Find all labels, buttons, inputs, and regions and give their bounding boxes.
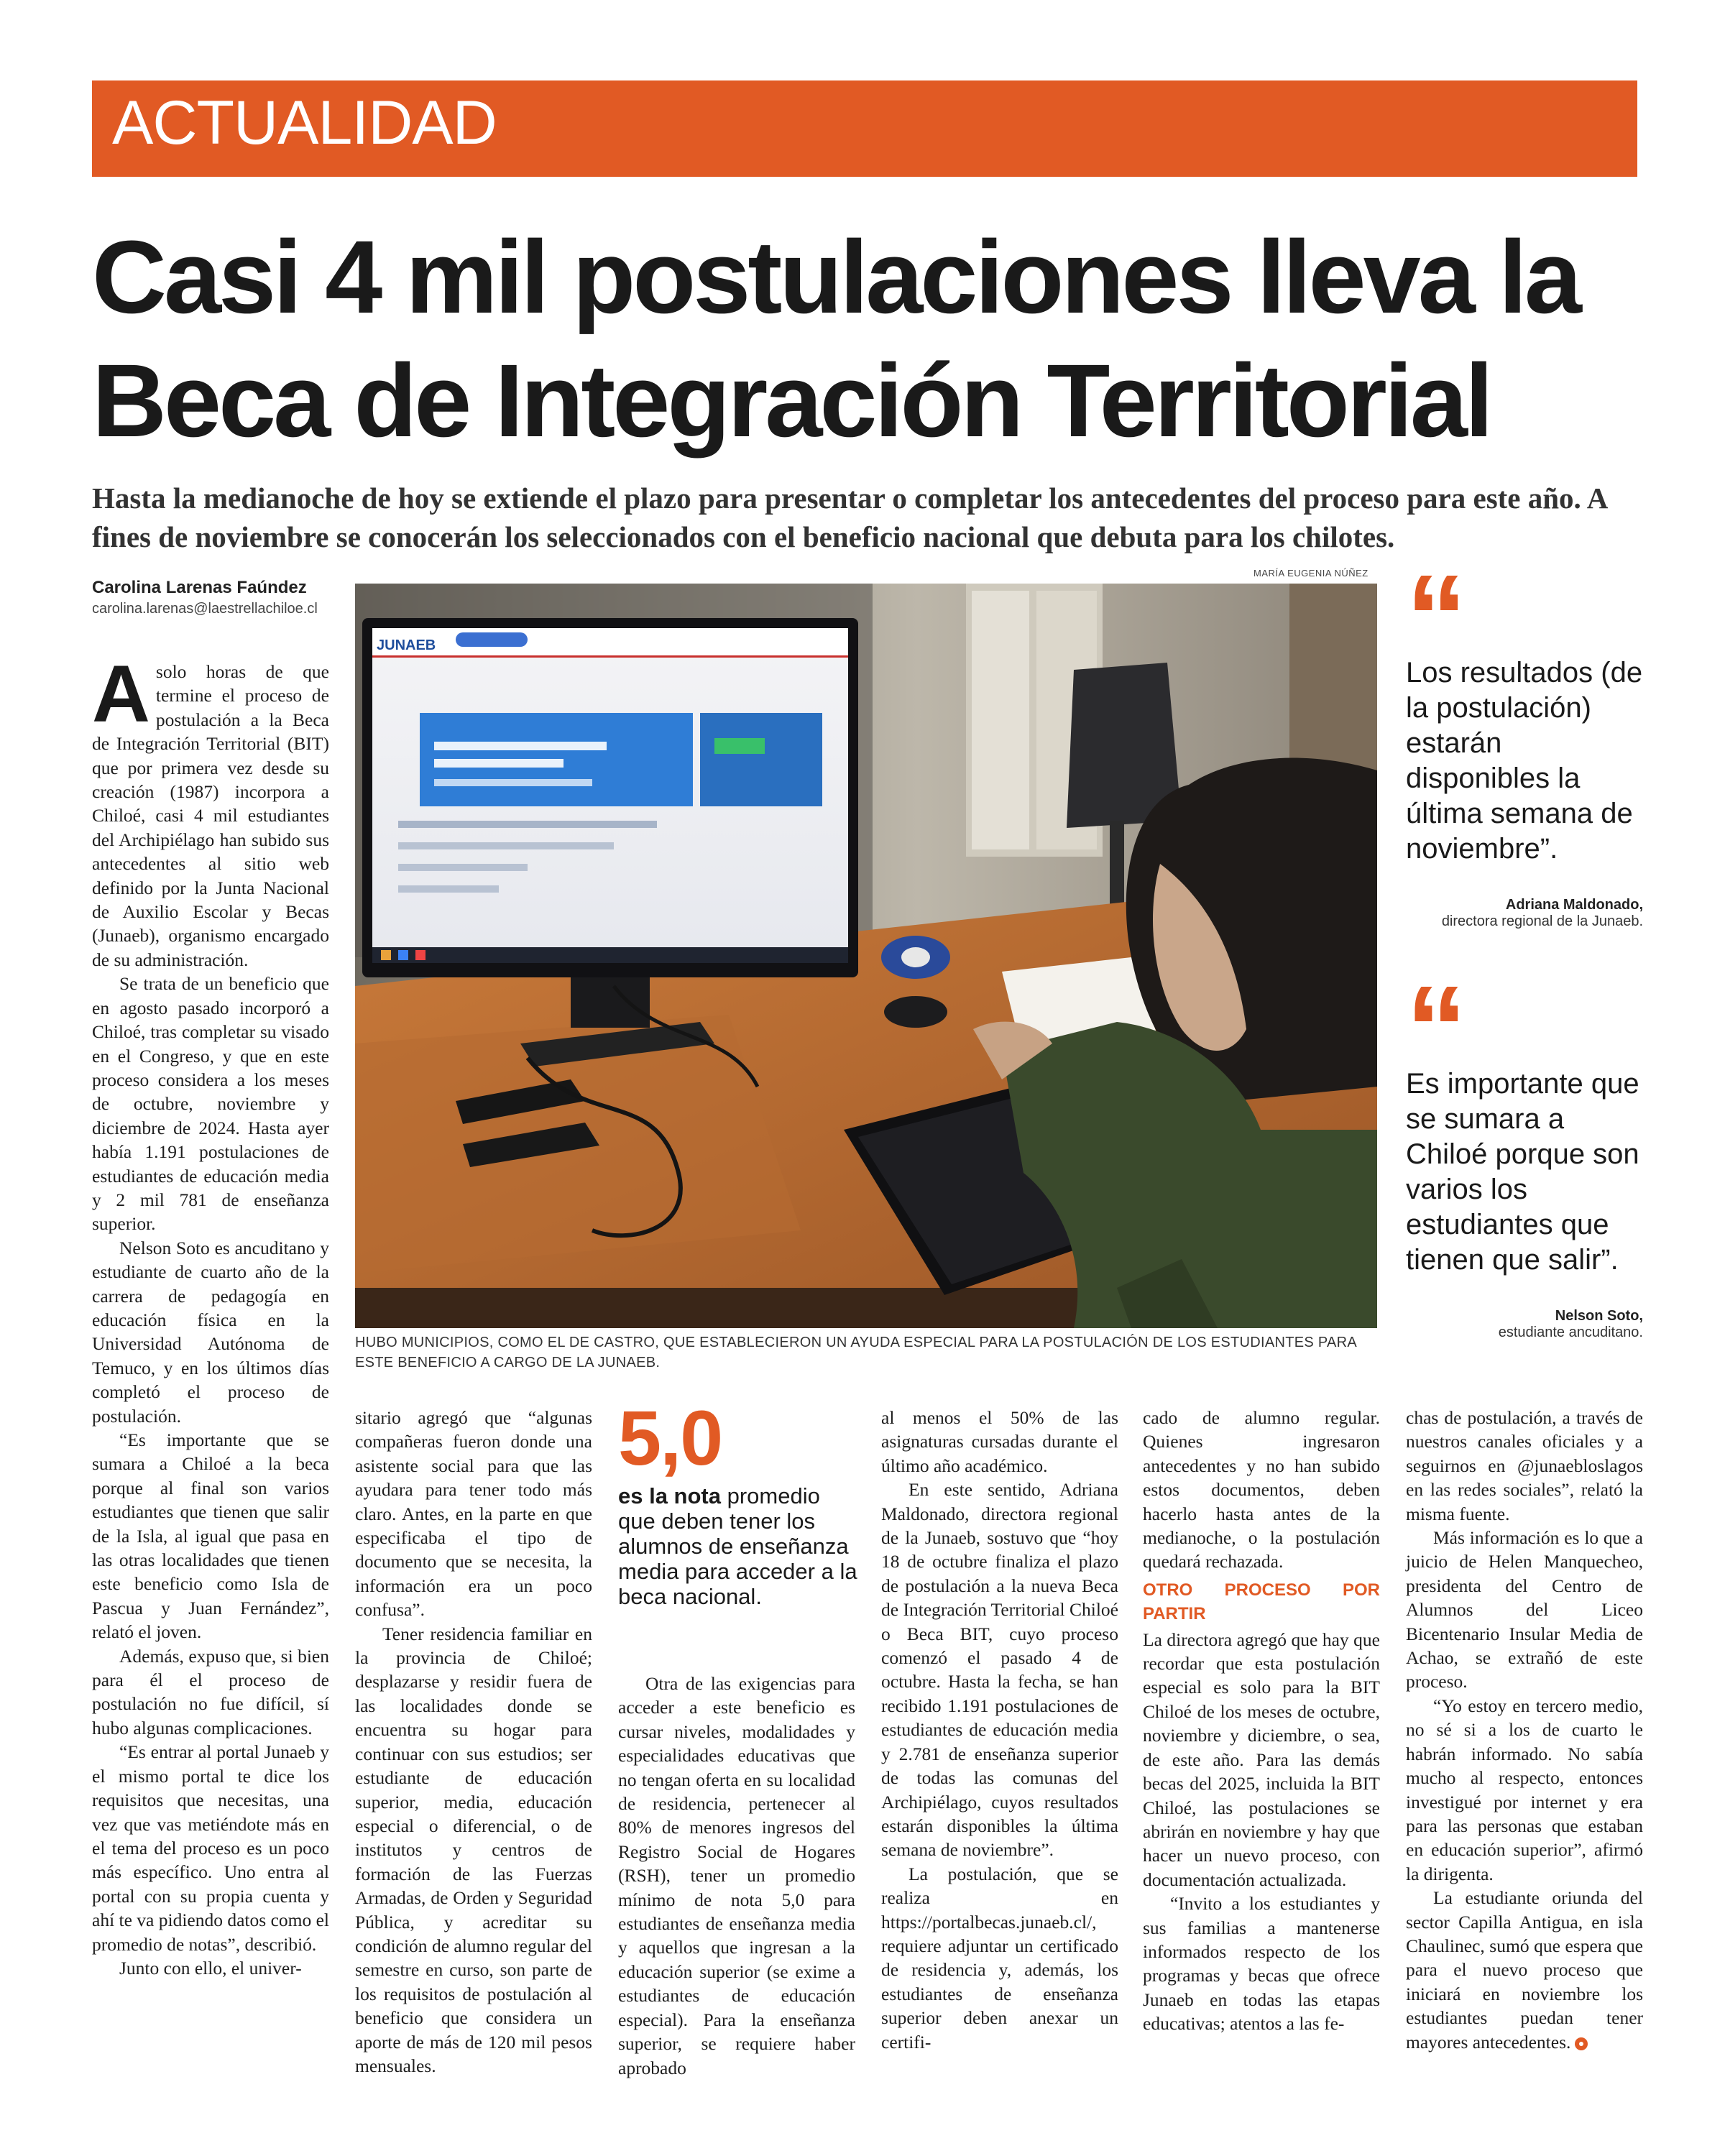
pull-quote-1: [1406, 550, 1643, 867]
body-paragraph: “Invito a los estudiantes y sus familias a mantenerse informados respecto de los programas y becas que ofrece Junaeb en todas las etapas educativas; atentos a las fe-: [1143, 1893, 1380, 2035]
body-column-5: [1143, 1406, 1380, 2036]
byline-email: carolina.larenas@laestrellachiloe.cl: [92, 601, 318, 617]
quote-mark-icon: “: [1406, 550, 1457, 686]
body-paragraph: “Yo estoy en tercero medio, no sé si a los de cuarto le habrán informado. No sabía mucho al respecto, entonces investigué por internet y era para las personas que estaban en educación superior”, afirmó la dirigenta.: [1406, 1695, 1643, 1884]
body-paragraph: Tener residencia familiar en la provincia de Chiloé; desplazarse y residir fuera de las localidades donde se encuentra su hogar para continuar con sus estudios; ser estudiante de educación superior, media, educación especial o diferencial, o de institutos y centros de formación de las Fuerzas Armadas, de Orden y Seguridad Pública, y acreditar su condición de alumno regular del semestre en curso, son parte de los requisitos de postulación al beneficio que considera un aporte de más de 120 mil pesos mensuales.: [355, 1623, 592, 2076]
body-paragraph: Otra de las exigencias para acceder a este beneficio es cursar niveles, modalidades y especialidades educativas que no tengan oferta en su localidad de residencia, pertenecer al 80% de menores ingresos del Registro Social de Hogares (RSH), tener un promedio mínimo de nota 5,0 para estudiantes de enseñanza media y aquellos que ingresan a la educación superior (se exime a estudiantes de educación especial). Para la enseñanza superior, se requiere haber aprobado: [618, 1673, 855, 2078]
pull-quote-2: [1406, 961, 1643, 1278]
body-column-3: [618, 1672, 855, 2080]
stat-text: es la nota promedio que deben tener los alumnos de enseñanza media para acceder a la beca nacional.: [618, 1483, 857, 1609]
body-paragraph: Junto con ello, el univer-: [119, 1957, 302, 1978]
body-paragraph: cado de alumno regular. Quienes ingresaron antecedentes y no han subido estos documentos, deben hacerlo hasta antes de la medianoche, o la postulación quedará rechazada.: [1143, 1407, 1380, 1572]
body-paragraph: al menos el 50% de las asignaturas cursadas durante el último año académico.: [881, 1407, 1118, 1476]
body-paragraph: “Es entrar al portal Junaeb y el mismo portal te dice los requisitos que necesitas, una vez que vas metiéndote más en el tema del proceso es un poco más específico. Uno entra al portal con su propia cuenta y ahí te va pidiendo datos como el promedio de notas”, describió.: [92, 1741, 329, 1955]
body-paragraph: Más información es lo que a juicio de Helen Manquecheo, presidenta del Centro de Alumnos del Liceo Bicentenario Insular Media de Achao, se extrañó de este proceso.: [1406, 1527, 1643, 1692]
quote-author: Nelson Soto,: [1555, 1308, 1643, 1324]
body-paragraph: Nelson Soto es ancuditano y estudiante de cuarto año de la carrera de pedagogía en educación física en la Universidad Autónoma de Temuco, y en los últimos días completó el proceso de postulación.: [92, 1237, 329, 1427]
pull-quote-1-attribution: [1222, 897, 1643, 930]
body-column-2: [355, 1406, 592, 2078]
quote-author: Adriana Maldonado,: [1505, 897, 1643, 913]
screen-logo: JUNAEB: [377, 637, 436, 653]
article-photo: [355, 584, 1377, 1328]
quote-role: estudiante ancuditano.: [1498, 1325, 1643, 1340]
drop-cap: A: [92, 649, 150, 739]
body-paragraph: La estudiante oriunda del sector Capilla Antigua, en isla Chaulinec, sumó que espera que para el nuevo proceso que iniciará en noviembre los estudiantes puedan tener mayores antecedentes.: [1406, 1887, 1643, 2053]
headline: [92, 216, 1644, 463]
body-column-4: [881, 1406, 1118, 2054]
section-label: ACTUALIDAD: [112, 88, 497, 157]
body-paragraph: “Es importante que se sumara a Chiloé a la beca porque al final son varios estudiantes que tienen que salir de la Isla, al igual que pasa en las otras localidades que tienen este beneficio como Isla de Pascua y Juan Fernández”, relató el joven.: [92, 1429, 329, 1643]
body-paragraph: sitario agregó que “algunas compañeras fueron donde una asistente social para que las ayudara para tener todo más claro. Antes, en la parte en que especificaba el tipo de documento que se necesita, la información era un poco confusa”.: [355, 1407, 592, 1621]
stat-box: [618, 1394, 860, 1609]
body-column-1: [92, 649, 329, 1980]
pull-quote-text: Es importante que se sumara a Chiloé porque son varios los estudiantes que tienen que salir”.: [1406, 1068, 1639, 1276]
headline-line-1: Casi 4 mil postulaciones lleva la: [92, 219, 1579, 335]
body-paragraph: Se trata de un beneficio que en agosto pasado incorporó a Chiloé, tras completar su visado en el Congreso, y que en este proceso considera a los meses de octubre, noviembre y diciembre de 2024. Hasta ayer había 1.191 postulaciones de estudiantes de educación media y 2 mil 781 de enseñanza superior.: [92, 973, 329, 1235]
end-of-article-icon: [1575, 2037, 1588, 2050]
pull-quote-2-attribution: [1222, 1308, 1643, 1341]
body-column-6: [1406, 1406, 1643, 2054]
headline-line-2: Beca de Integración Territorial: [92, 343, 1491, 459]
body-paragraph: A solo horas de que termine el proceso de postulación a la Beca de Integración Territorial (BIT) que por primera vez desde su creación (1987) incorpora a Chiloé, casi 4 mil estudiantes del Archipiélago han subido sus antecedentes al sitio web definido por la Junta Nacional de Auxilio Escolar y Becas (Junaeb), organismo encargado de su administración.: [92, 649, 329, 970]
subheading: OTRO PROCESO POR PARTIR: [1143, 1580, 1380, 1624]
body-paragraph: La postulación, que se realiza en https://portalbecas.junaeb.cl/, requiere adjuntar un certificado de residencia y, además, los estudiantes de enseñanza superior deben anexar un certifi-: [881, 1863, 1118, 2053]
body-paragraph: chas de postulación, a través de nuestros canales oficiales y a seguirnos en @junaebloslagos en las redes sociales”, relató la misma fuente.: [1406, 1407, 1643, 1524]
stat-number: 5,0: [618, 1394, 722, 1481]
quote-role: directora regional de la Junaeb.: [1441, 913, 1643, 929]
body-paragraph: Además, expuso que, si bien para él el proceso de postulación no fue difícil, sí hubo algunas complicaciones.: [92, 1645, 329, 1738]
quote-mark-icon: “: [1406, 961, 1457, 1097]
photo-credit: MARÍA EUGENIA NÚÑEZ: [1254, 568, 1368, 579]
byline-name: Carolina Larenas Faúndez: [92, 578, 307, 597]
body-paragraph: La directora agregó que hay que recordar que esta postulación especial es solo para la BIT Chiloé de los meses de octubre, noviembre y diciembre, o sea, de este año. Para las demás becas del 2025, incluida la BIT Chiloé, las postulaciones se abrirán en noviembre y hay que hacer un nuevo proceso, con documentación actualizada.: [1143, 1628, 1380, 1890]
lead-paragraph: Hasta la medianoche de hoy se extiende el plazo para presentar o completar los antecedentes del proceso para este año. A fines de noviembre se conocerán los seleccionados con el beneficio nacional que debuta para los chilotes.: [92, 482, 1607, 553]
pull-quote-text: Los resultados (de la postulación) estarán disponibles la última semana de noviembre”.: [1406, 657, 1643, 865]
section-bar: [92, 80, 1637, 177]
photo-caption: HUBO MUNICIPIOS, COMO EL DE CASTRO, QUE ESTABLECIERON UN AYUDA ESPECIAL PARA LA POSTULACIÓN DE LOS ESTUDIANTES PARA ESTE BENEFICIO A CARGO DE LA JUNAEB.: [355, 1335, 1356, 1370]
body-paragraph: En este sentido, Adriana Maldonado, directora regional de la Junaeb, sostuvo que “hoy 18 de octubre finaliza el plazo de postulación a la nueva Beca de Integración Territorial Chiloé o Beca BIT, cuyo proceso comenzó el pasado 4 de octubre. Hasta la fecha, se han recibido 1.191 postulaciones de estudiantes de educación media y 2.781 de enseñanza superior de todas las comunas del Archipiélago, cuyos resultados estarán disponibles la última semana de noviembre”.: [881, 1479, 1118, 1861]
